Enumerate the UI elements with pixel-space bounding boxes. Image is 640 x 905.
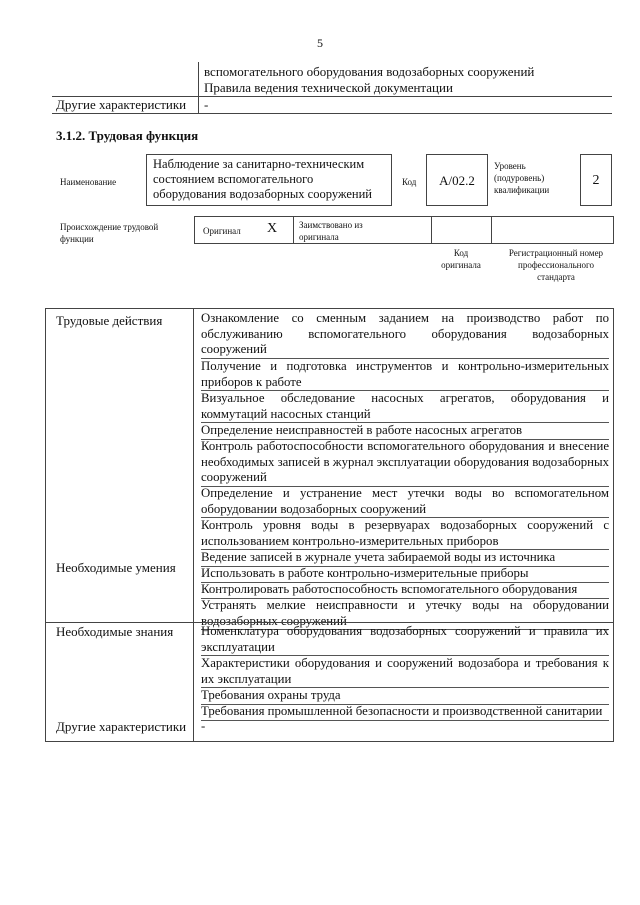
skill-item: Контролировать работоспособность вспомогательного оборудования [201, 582, 609, 599]
original-mark: X [267, 221, 278, 236]
origin-box [194, 216, 614, 244]
action-item: Ознакомление со сменным заданием на производство работ по обслуживанию вспомогательного оборудования водозаборных сооружений [201, 311, 609, 359]
reg-number-label: Регистрационный номер профессионального стандарта [508, 248, 604, 282]
top-table-line1: вспомогательного оборудования водозаборных сооружений [204, 64, 535, 79]
original-label: Оригинал [203, 226, 241, 236]
borrowed-label: Заимствовано из оригинала [299, 220, 363, 242]
action-item: Определение и устранение мест утечки воды во вспомогательном оборудовании водозаборных сооружений [201, 486, 609, 518]
action-item: Контроль уровня воды в резервуарах водозаборных сооружений с использованием контрольно-измерительных приборов [201, 518, 609, 550]
page-number: 5 [317, 36, 323, 50]
knowledge-separator [46, 622, 613, 623]
knowledge-label: Необходимые знания [56, 624, 174, 639]
code-label: Код [402, 177, 417, 187]
level-label: Уровень (подуровень) квалификации [494, 161, 550, 195]
knowledge-item: Требования охраны труда [201, 688, 609, 705]
action-item: Ведение записей в журнале учета забираемой воды из источника [201, 550, 609, 567]
section-title: 3.1.2. Трудовая функция [56, 128, 199, 143]
code-value: A/02.2 [439, 173, 475, 188]
origin-code-label: Код оригинала [441, 248, 481, 270]
origin-divider-2 [431, 217, 432, 243]
skill-item: Устранять мелкие неисправности и утечку воды на оборудовании водозаборных сооружений [201, 598, 609, 630]
name-value: Наблюдение за санитарно-техническим состоянием вспомогательного оборудования водозаборных сооружений [153, 157, 372, 201]
top-other-label: Другие характеристики [56, 97, 187, 112]
top-other-value: - [204, 97, 209, 112]
main-table-divider [193, 309, 194, 741]
action-item: Получение и подготовка инструментов и контрольно-измерительных приборов к работе [201, 359, 609, 391]
other-value: - [201, 719, 206, 733]
name-box [146, 154, 392, 206]
knowledge-item: Характеристики оборудования и сооружений водозабора и требования к их эксплуатации [201, 656, 609, 688]
origin-label: Происхождение трудовой функции [60, 222, 159, 244]
main-table [45, 308, 614, 742]
code-box [426, 154, 488, 206]
top-table-bottom [52, 113, 612, 114]
knowledge-item: Требования промышленной безопасности и производственной санитарии [201, 704, 609, 721]
name-label: Наименование [60, 177, 117, 187]
action-item: Контроль работоспособности вспомогательного оборудования и внесение необходимых записей в журнал эксплуатации оборудования водозаборных сооружений [201, 439, 609, 487]
other-label: Другие характеристики [56, 719, 187, 734]
actions-label: Трудовые действия [56, 313, 163, 328]
top-table [52, 62, 612, 114]
action-item: Визуальное обследование насосных агрегатов, оборудования и коммутаций насосных станций [201, 391, 609, 423]
knowledge-item: Номенклатура оборудования водозаборных сооружений и правила их эксплуатации [201, 624, 609, 656]
origin-divider-1 [293, 217, 294, 243]
skill-item: Использовать в работе контрольно-измерительные приборы [201, 566, 609, 583]
skills-label: Необходимые умения [56, 560, 176, 575]
action-item: Определение неисправностей в работе насосных агрегатов [201, 423, 609, 440]
level-box [580, 154, 612, 206]
origin-divider-3 [491, 217, 492, 243]
top-table-line2: Правила ведения технической документации [204, 80, 453, 95]
top-table-divider [198, 62, 199, 114]
level-value: 2 [592, 173, 600, 188]
